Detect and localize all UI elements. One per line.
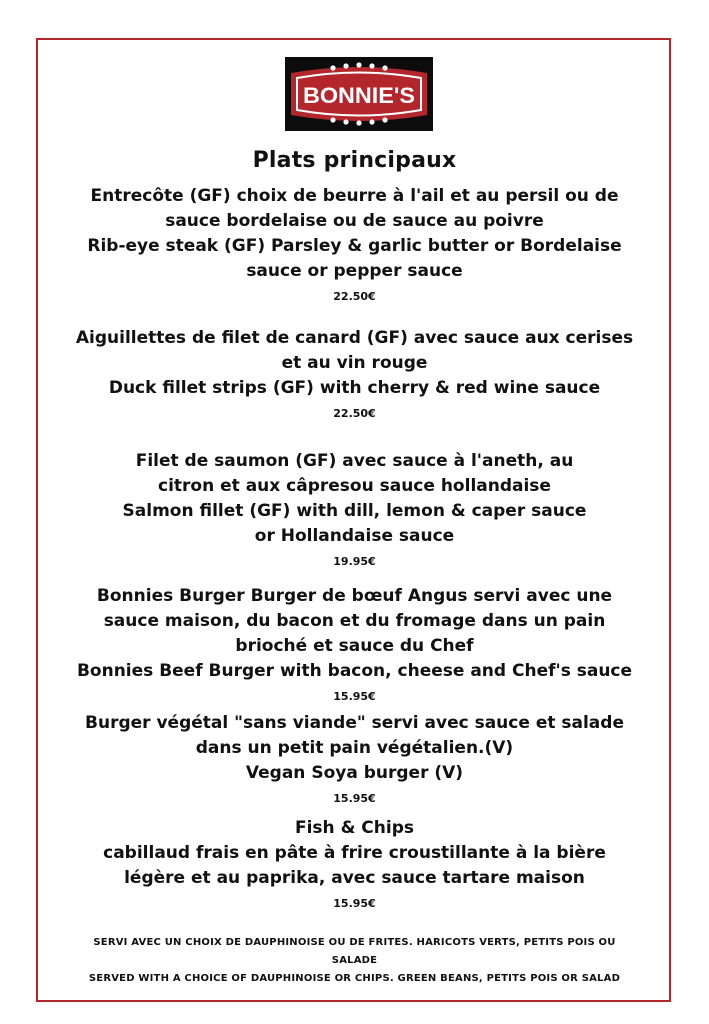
dish-beef-burger <box>50 584 659 704</box>
dish-price: 22.50€ <box>333 290 376 303</box>
dish-salmon <box>50 449 659 569</box>
dish-line: cabillaud frais en pâte à frire croustillante à la bière <box>103 843 606 863</box>
dish-line: Duck fillet strips (GF) with cherry & red wine sauce <box>108 378 601 398</box>
dish-price: 15.95€ <box>333 792 376 805</box>
dish-line: sauce bordelaise ou de sauce au poivre <box>165 211 544 231</box>
dish-line: Bonnies Burger Burger de bœuf Angus servi avec une <box>96 586 613 606</box>
dish-line: sauce maison, du bacon et du fromage dans un pain <box>103 611 606 631</box>
dish-price: 19.95€ <box>333 555 376 568</box>
sides-note-line: SALADE <box>331 955 378 966</box>
dish-line: citron et aux câpresou sauce hollandaise <box>158 476 551 496</box>
dish-line: Burger végétal "sans viande" servi avec sauce et salade <box>85 713 624 733</box>
logo-text: BONNIE'S <box>303 83 415 108</box>
dish-price: 15.95€ <box>333 897 376 910</box>
dish-line: or Hollandaise sauce <box>254 526 455 546</box>
dish-line: Fish & Chips <box>294 818 415 838</box>
sides-note-line: SERVED WITH A CHOICE OF DAUPHINOISE OR CHIPS. GREEN BEANS, PETITS POIS OR SALAD <box>88 973 621 984</box>
bonnies-logo <box>285 57 433 131</box>
dish-line: Rib-eye steak (GF) Parsley & garlic butter or Bordelaise <box>87 236 622 256</box>
dish-line: brioché et sauce du Chef <box>235 636 474 656</box>
dish-line: Bonnies Beef Burger with bacon, cheese and Chef's sauce <box>76 661 633 681</box>
sides-note <box>50 934 659 988</box>
dish-line: Aiguillettes de filet de canard (GF) avec sauce aux cerises <box>75 328 634 348</box>
dish-line: dans un petit pain végétalien.(V) <box>195 738 514 758</box>
dish-line: légère et au paprika, avec sauce tartare maison <box>124 868 585 888</box>
dish-duck <box>50 326 659 421</box>
dish-entrecote <box>50 184 659 304</box>
sides-note-line: SERVI AVEC UN CHOIX DE DAUPHINOISE OU DE FRITES. HARICOTS VERTS, PETITS POIS OU <box>93 937 616 948</box>
dish-line: sauce or pepper sauce <box>246 261 463 281</box>
dish-line: Filet de saumon (GF) avec sauce à l'aneth, au <box>135 451 574 471</box>
dish-price: 22.50€ <box>333 407 376 420</box>
dish-price: 15.95€ <box>333 690 376 703</box>
dish-line: Entrecôte (GF) choix de beurre à l'ail et au persil ou de <box>90 186 619 206</box>
dish-line: Vegan Soya burger (V) <box>245 763 464 783</box>
dish-line: et au vin rouge <box>281 353 428 373</box>
section-title: Plats principaux <box>252 148 457 173</box>
dish-fish-and-chips <box>50 816 659 911</box>
dish-line: Salmon fillet (GF) with dill, lemon & caper sauce <box>122 501 587 521</box>
dish-vegan-burger <box>50 711 659 806</box>
